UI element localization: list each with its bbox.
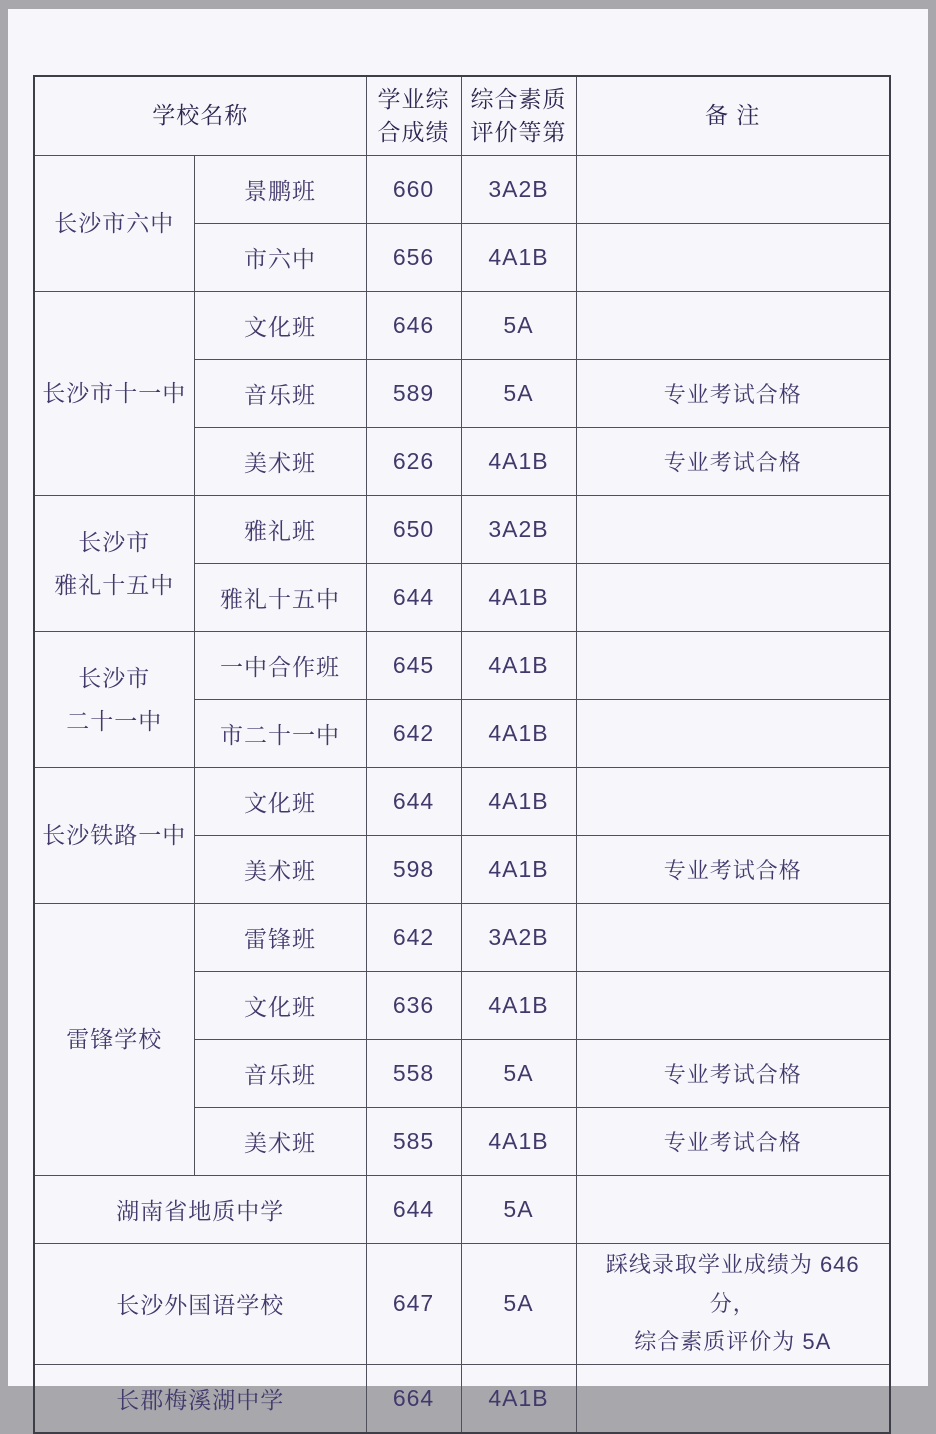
- quality-grade-cell: 4A1B: [461, 564, 576, 632]
- remark-cell: [576, 496, 890, 564]
- school-name-line: 二十一中: [66, 707, 163, 734]
- school-name-line: 长沙铁路一中: [42, 822, 187, 849]
- school-name-cell: [34, 768, 194, 904]
- class-name-cell: 雷锋班: [194, 904, 366, 972]
- remark-cell: [576, 768, 890, 836]
- remark-cell: [576, 564, 890, 632]
- academic-score-cell: 650: [366, 496, 461, 564]
- remark-cell: [576, 700, 890, 768]
- school-name-cell: [34, 292, 194, 496]
- school-name-cell: 长沙外国语学校: [34, 1244, 366, 1365]
- document-page: [8, 9, 928, 1413]
- table-row: [34, 156, 890, 224]
- remark-cell: [576, 1364, 890, 1433]
- academic-score-cell: 626: [366, 428, 461, 496]
- remark-cell: [576, 292, 890, 360]
- quality-grade-cell: 4A1B: [461, 428, 576, 496]
- header-academic-score-line2: 合成绩: [377, 119, 450, 145]
- header-remark: 备 注: [576, 76, 890, 156]
- remark-line: 踩线录取学业成绩为 646 分，: [605, 1252, 860, 1316]
- academic-score-cell: 644: [366, 564, 461, 632]
- table-row: [34, 768, 890, 836]
- school-name-line: 长沙市: [78, 528, 151, 555]
- remark-cell: 专业考试合格: [576, 360, 890, 428]
- remark-cell: [576, 972, 890, 1040]
- quality-grade-cell: 3A2B: [461, 904, 576, 972]
- remark-cell: [576, 1176, 890, 1244]
- academic-score-cell: 598: [366, 836, 461, 904]
- quality-grade-cell: 4A1B: [461, 224, 576, 292]
- quality-grade-cell: 4A1B: [461, 972, 576, 1040]
- remark-cell: [576, 1244, 890, 1365]
- remark-cell: [576, 632, 890, 700]
- quality-grade-cell: 4A1B: [461, 836, 576, 904]
- quality-grade-cell: 4A1B: [461, 632, 576, 700]
- class-name-cell: 市六中: [194, 224, 366, 292]
- academic-score-cell: 636: [366, 972, 461, 1040]
- quality-grade-cell: 5A: [461, 1244, 576, 1365]
- remark-line: 综合素质评价为 5A: [634, 1329, 832, 1354]
- class-name-cell: 景鹏班: [194, 156, 366, 224]
- quality-grade-cell: 3A2B: [461, 496, 576, 564]
- class-name-cell: 音乐班: [194, 360, 366, 428]
- admission-score-table-container: [33, 75, 889, 1434]
- class-name-cell: 文化班: [194, 768, 366, 836]
- score-table-body: [34, 156, 890, 1433]
- table-row: [34, 904, 890, 972]
- quality-grade-cell: 5A: [461, 292, 576, 360]
- school-name-line: 长沙市六中: [54, 210, 175, 237]
- header-quality-grade: [461, 76, 576, 156]
- quality-grade-cell: 5A: [461, 1040, 576, 1108]
- academic-score-cell: 642: [366, 904, 461, 972]
- quality-grade-cell: 4A1B: [461, 1364, 576, 1433]
- school-name-cell: 湖南省地质中学: [34, 1176, 366, 1244]
- quality-grade-cell: 4A1B: [461, 1108, 576, 1176]
- school-name-cell: [34, 904, 194, 1176]
- class-name-cell: 文化班: [194, 972, 366, 1040]
- header-row: [34, 76, 890, 156]
- academic-score-cell: 656: [366, 224, 461, 292]
- school-name-cell: 长郡梅溪湖中学: [34, 1364, 366, 1433]
- table-row: [34, 1364, 890, 1433]
- table-row: [34, 1176, 890, 1244]
- class-name-cell: 文化班: [194, 292, 366, 360]
- remark-cell: [576, 224, 890, 292]
- header-quality-grade-line2: 评价等第: [470, 119, 567, 145]
- admission-score-table: [33, 75, 891, 1434]
- academic-score-cell: 647: [366, 1244, 461, 1365]
- class-name-cell: 雅礼十五中: [194, 564, 366, 632]
- header-academic-score: [366, 76, 461, 156]
- class-name-cell: 美术班: [194, 836, 366, 904]
- school-name-line: 长沙市十一中: [42, 380, 187, 407]
- school-name-cell: [34, 156, 194, 292]
- school-name-cell: [34, 632, 194, 768]
- school-name-cell: [34, 496, 194, 632]
- class-name-cell: 美术班: [194, 428, 366, 496]
- school-name-line: 雷锋学校: [66, 1026, 163, 1053]
- header-school-name: 学校名称: [34, 76, 366, 156]
- quality-grade-cell: 5A: [461, 360, 576, 428]
- quality-grade-cell: 4A1B: [461, 700, 576, 768]
- table-row: [34, 1244, 890, 1365]
- header-quality-grade-line1: 综合素质: [470, 85, 567, 112]
- remark-cell: 专业考试合格: [576, 428, 890, 496]
- remark-cell: 专业考试合格: [576, 1040, 890, 1108]
- academic-score-cell: 558: [366, 1040, 461, 1108]
- class-name-cell: 音乐班: [194, 1040, 366, 1108]
- quality-grade-cell: 4A1B: [461, 768, 576, 836]
- school-name-line: 长沙市: [78, 664, 151, 691]
- remark-cell: 专业考试合格: [576, 836, 890, 904]
- quality-grade-cell: 3A2B: [461, 156, 576, 224]
- academic-score-cell: 589: [366, 360, 461, 428]
- academic-score-cell: 646: [366, 292, 461, 360]
- academic-score-cell: 644: [366, 1176, 461, 1244]
- remark-cell: [576, 904, 890, 972]
- class-name-cell: 市二十一中: [194, 700, 366, 768]
- academic-score-cell: 644: [366, 768, 461, 836]
- remark-cell: [576, 156, 890, 224]
- table-row: [34, 292, 890, 360]
- remark-cell: 专业考试合格: [576, 1108, 890, 1176]
- academic-score-cell: 585: [366, 1108, 461, 1176]
- academic-score-cell: 645: [366, 632, 461, 700]
- academic-score-cell: 664: [366, 1364, 461, 1433]
- school-name-line: 雅礼十五中: [54, 571, 175, 598]
- academic-score-cell: 642: [366, 700, 461, 768]
- table-row: [34, 496, 890, 564]
- table-header: [34, 76, 890, 156]
- class-name-cell: 美术班: [194, 1108, 366, 1176]
- quality-grade-cell: 5A: [461, 1176, 576, 1244]
- class-name-cell: 雅礼班: [194, 496, 366, 564]
- academic-score-cell: 660: [366, 156, 461, 224]
- table-row: [34, 632, 890, 700]
- class-name-cell: 一中合作班: [194, 632, 366, 700]
- header-academic-score-line1: 学业综: [377, 85, 450, 112]
